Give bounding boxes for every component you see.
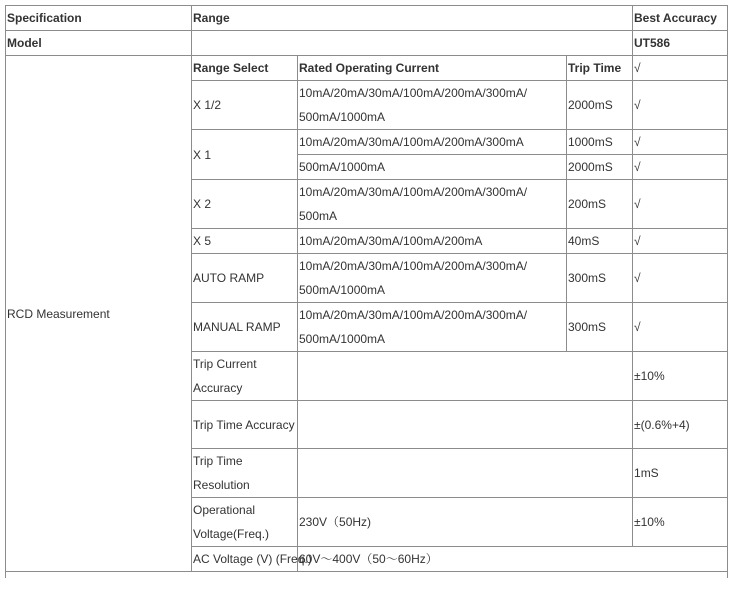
param-value <box>298 352 633 401</box>
model-range <box>192 31 633 56</box>
param-label: Trip Current Accuracy <box>192 352 298 401</box>
param-label: Trip Time Resolution <box>192 449 298 498</box>
range-cell: MANUAL RAMP <box>192 303 298 352</box>
table-row-partial <box>6 572 728 579</box>
range-cell: X 5 <box>192 229 298 254</box>
current-cell: 10mA/20mA/30mA/100mA/200mA/300mA/ 500mA/1000mA <box>298 81 567 130</box>
current-cell: 10mA/20mA/30mA/100mA/200mA/300mA/ 500mA <box>298 180 567 229</box>
check-cell: √ <box>633 130 728 155</box>
param-label: Trip Time Accuracy <box>192 401 298 449</box>
check-cell: √ <box>633 155 728 180</box>
spec-table <box>5 5 728 578</box>
col-trip-time: Trip Time <box>567 56 633 81</box>
current-cell: 10mA/20mA/30mA/100mA/200mA/300mA/ 500mA/1000mA <box>298 303 567 352</box>
model-value: UT586 <box>633 31 728 56</box>
time-cell: 300mS <box>567 254 633 303</box>
check-cell: √ <box>633 180 728 229</box>
param-value <box>298 401 633 449</box>
current-cell: 10mA/20mA/30mA/100mA/200mA/300mA/ 500mA/1000mA <box>298 254 567 303</box>
param-accuracy: ±(0.6%+4) <box>633 401 728 449</box>
param-accuracy: 1mS <box>633 449 728 498</box>
model-row <box>6 31 728 56</box>
ac-voltage-label: AC Voltage (V) (Freq.) <box>192 547 298 572</box>
header-row <box>6 6 728 31</box>
time-cell: 2000mS <box>567 81 633 130</box>
ac-voltage-range: 60V～400V（50～60Hz） <box>298 547 728 572</box>
current-cell: 500mA/1000mA <box>298 155 567 180</box>
param-accuracy: ±10% <box>633 498 728 547</box>
header-range: Range <box>192 6 633 31</box>
rcd-label: RCD Measurement <box>6 56 192 572</box>
check-cell: √ <box>633 81 728 130</box>
check-cell: √ <box>633 303 728 352</box>
time-cell: 1000mS <box>567 130 633 155</box>
check-cell: √ <box>633 229 728 254</box>
check-cell: √ <box>633 254 728 303</box>
param-accuracy: ±10% <box>633 352 728 401</box>
time-cell: 300mS <box>567 303 633 352</box>
param-label: Operational Voltage(Freq.) <box>192 498 298 547</box>
param-value <box>298 449 633 498</box>
col-range-select: Range Select <box>192 56 298 81</box>
range-cell: AUTO RAMP <box>192 254 298 303</box>
header-spec: Specification <box>6 6 192 31</box>
param-value: 230V（50Hz) <box>298 498 633 547</box>
rcd-subheader-row <box>6 56 728 81</box>
col-check: √ <box>633 56 728 81</box>
range-cell: X 1 <box>192 130 298 180</box>
time-cell: 200mS <box>567 180 633 229</box>
time-cell: 2000mS <box>567 155 633 180</box>
col-rated-current: Rated Operating Current <box>298 56 567 81</box>
range-cell: X 1/2 <box>192 81 298 130</box>
current-cell: 10mA/20mA/30mA/100mA/200mA <box>298 229 567 254</box>
table-row-cut <box>6 572 728 579</box>
current-cell: 10mA/20mA/30mA/100mA/200mA/300mA <box>298 130 567 155</box>
header-best-accuracy: Best Accuracy <box>633 6 728 31</box>
time-cell: 40mS <box>567 229 633 254</box>
model-label: Model <box>6 31 192 56</box>
range-cell: X 2 <box>192 180 298 229</box>
